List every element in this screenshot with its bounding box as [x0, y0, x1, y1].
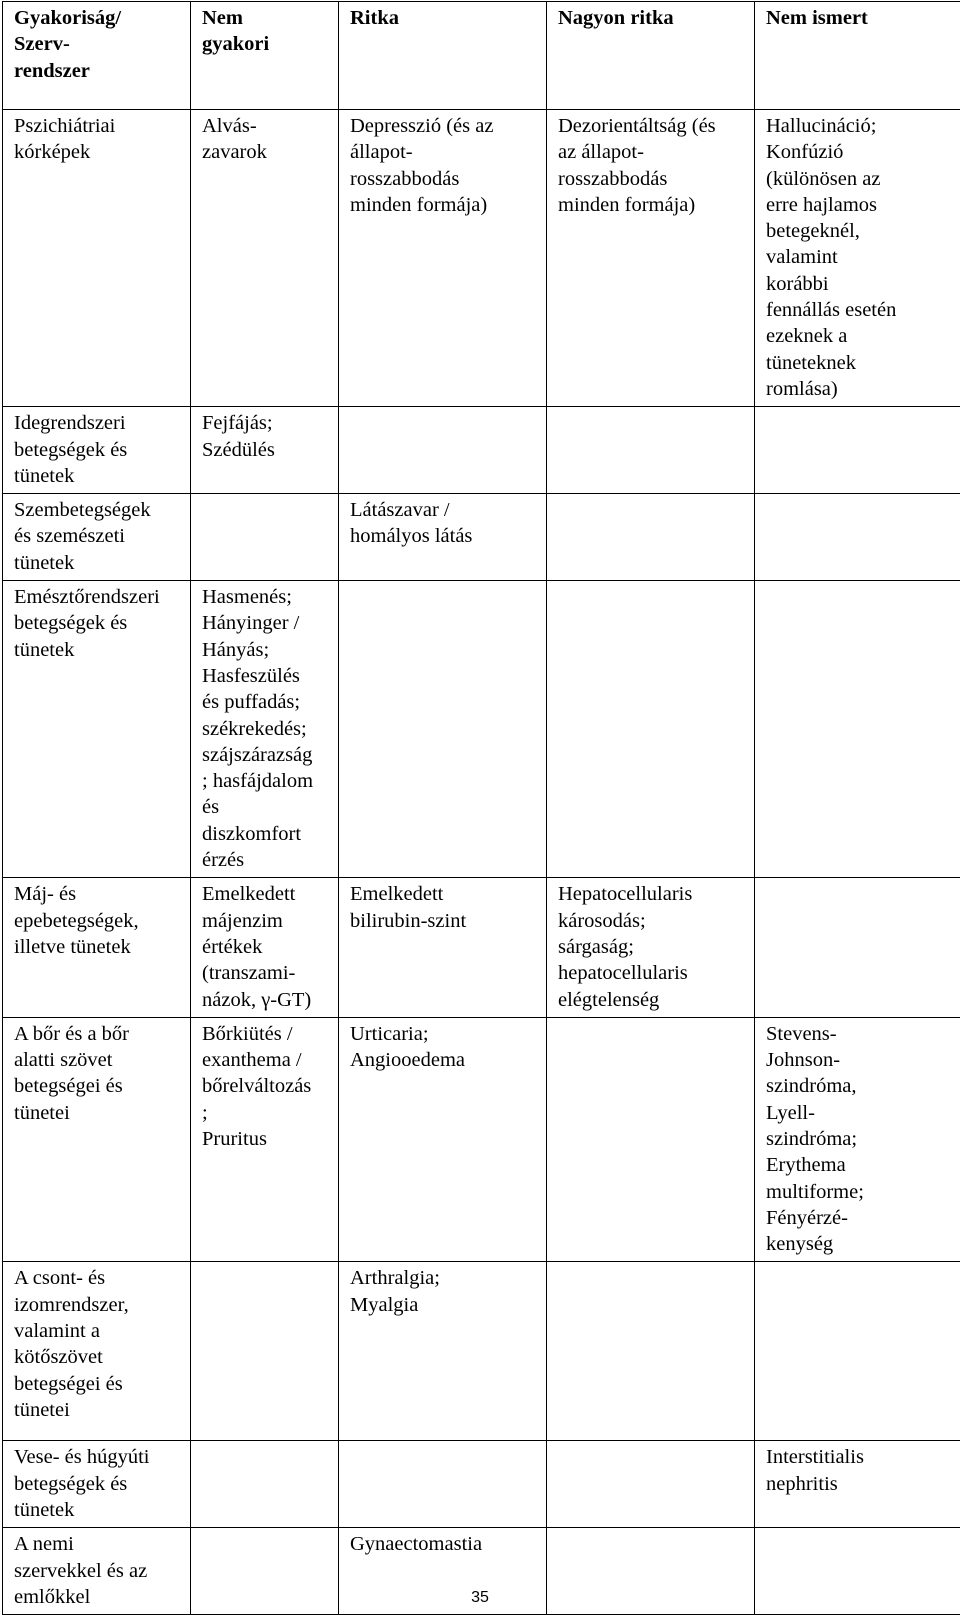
- cell-line: Hasmenés;: [202, 584, 330, 610]
- header-cell-organ-system: Gyakoriság/ Szerv- rendszer: [3, 2, 191, 110]
- cell-line: hepatocellularis: [558, 960, 746, 986]
- cell-line: tünetek: [14, 1497, 182, 1523]
- cell-line: korábbi: [766, 271, 952, 297]
- cell-line: tünetei: [14, 1397, 182, 1423]
- cell-line: Szembetegségek: [14, 497, 182, 523]
- cell-line: Hányinger /: [202, 610, 330, 636]
- cell-line: Hasfeszülés: [202, 663, 330, 689]
- table-body: [3, 110, 960, 1615]
- table-cell: [191, 494, 339, 581]
- cell-line: Urticaria;: [350, 1021, 538, 1047]
- organ-system-cell: [3, 494, 191, 581]
- cell-line: Szédülés: [202, 437, 330, 463]
- table-row: [3, 110, 960, 407]
- cell-line: Stevens-: [766, 1021, 952, 1047]
- cell-line: kötőszövet: [14, 1344, 182, 1370]
- cell-line: tüneteknek: [766, 350, 952, 376]
- cell-line: Konfúzió: [766, 139, 952, 165]
- cell-line: Fényérzé-: [766, 1205, 952, 1231]
- header-cell-uncommon: Nem gyakori: [191, 2, 339, 110]
- cell-line: Erythema: [766, 1152, 952, 1178]
- cell-line: Gynaectomastia: [350, 1531, 538, 1557]
- organ-system-cell: [3, 110, 191, 407]
- cell-line: minden formája): [350, 192, 538, 218]
- organ-system-cell: [3, 1017, 191, 1262]
- cell-line: az állapot-: [558, 139, 746, 165]
- adverse-effects-table: [2, 1, 960, 1615]
- cell-line: emlőkkel: [14, 1584, 182, 1610]
- cell-line: értékek: [202, 934, 330, 960]
- cell-line: kenység: [766, 1231, 952, 1257]
- table-row: [3, 878, 960, 1017]
- cell-line: multiforme;: [766, 1179, 952, 1205]
- cell-line: májenzim: [202, 908, 330, 934]
- cell-line: zavarok: [202, 139, 330, 165]
- cell-line: Bőrkiütés /: [202, 1021, 330, 1047]
- table-cell: [755, 110, 960, 407]
- cell-line: diszkomfort: [202, 821, 330, 847]
- header-cell-unknown: Nem ismert: [755, 2, 960, 110]
- cell-line: romlása): [766, 376, 952, 402]
- cell-line: Angiooedema: [350, 1047, 538, 1073]
- cell-line: betegségek és: [14, 610, 182, 636]
- cell-line: sárgaság;: [558, 934, 746, 960]
- header-cell-rare: Ritka: [339, 2, 547, 110]
- cell-line: exanthema /: [202, 1047, 330, 1073]
- cell-line: nephritis: [766, 1471, 952, 1497]
- organ-system-cell: [3, 407, 191, 494]
- cell-line: kórképek: [14, 139, 182, 165]
- cell-line: Arthralgia;: [350, 1265, 538, 1291]
- cell-line: ;: [202, 1100, 330, 1126]
- table-cell: [339, 407, 547, 494]
- cell-line: betegségek és: [14, 437, 182, 463]
- cell-line: rosszabbodás: [350, 166, 538, 192]
- cell-line: (transzami-: [202, 960, 330, 986]
- table-cell: [339, 1262, 547, 1441]
- cell-line: názok, γ-GT): [202, 987, 330, 1013]
- table-cell: [191, 110, 339, 407]
- table-cell: [191, 1017, 339, 1262]
- cell-line: Hepatocellularis: [558, 881, 746, 907]
- cell-line: Emelkedett: [350, 881, 538, 907]
- table-cell: [547, 581, 755, 878]
- cell-line: Interstitialis: [766, 1444, 952, 1470]
- cell-line: izomrendszer,: [14, 1292, 182, 1318]
- cell-line: valamint a: [14, 1318, 182, 1344]
- table-cell: [755, 1262, 960, 1441]
- cell-line: Alvás-: [202, 113, 330, 139]
- cell-line: és: [202, 794, 330, 820]
- cell-line: fennállás esetén: [766, 297, 952, 323]
- cell-line: Idegrendszeri: [14, 410, 182, 436]
- table-cell: [191, 1441, 339, 1528]
- table-cell: [191, 407, 339, 494]
- cell-line: szájszárazság: [202, 742, 330, 768]
- cell-line: szindróma;: [766, 1126, 952, 1152]
- cell-line: homályos látás: [350, 523, 538, 549]
- cell-line: Máj- és: [14, 881, 182, 907]
- table-row: [3, 1441, 960, 1528]
- cell-line: Fejfájás;: [202, 410, 330, 436]
- cell-line: ; hasfájdalom: [202, 768, 330, 794]
- cell-line: betegségei és: [14, 1073, 182, 1099]
- cell-line: alatti szövet: [14, 1047, 182, 1073]
- table-cell: [547, 878, 755, 1017]
- table-cell: [755, 407, 960, 494]
- cell-line: és szemészeti: [14, 523, 182, 549]
- cell-line: Dezorientáltság (és: [558, 113, 746, 139]
- organ-system-cell: [3, 878, 191, 1017]
- cell-line: állapot-: [350, 139, 538, 165]
- cell-line: ezeknek a: [766, 323, 952, 349]
- cell-line: erre hajlamos: [766, 192, 952, 218]
- cell-line: Pruritus: [202, 1126, 330, 1152]
- cell-line: tünetei: [14, 1100, 182, 1126]
- cell-line: tünetek: [14, 637, 182, 663]
- header-cell-very-rare: Nagyon ritka: [547, 2, 755, 110]
- table-row: [3, 494, 960, 581]
- page-number: 35: [0, 1589, 960, 1607]
- table-row: [3, 581, 960, 878]
- cell-line: Myalgia: [350, 1292, 538, 1318]
- table-cell: [547, 1441, 755, 1528]
- cell-line: epebetegségek,: [14, 908, 182, 934]
- table-cell: [339, 110, 547, 407]
- organ-system-cell: [3, 1441, 191, 1528]
- cell-line: Vese- és húgyúti: [14, 1444, 182, 1470]
- table-row: [3, 1262, 960, 1441]
- table-cell: [191, 581, 339, 878]
- cell-line: A bőr és a bőr: [14, 1021, 182, 1047]
- table-cell: [755, 1441, 960, 1528]
- table-row: [3, 407, 960, 494]
- cell-line: Látászavar /: [350, 497, 538, 523]
- cell-line: A csont- és: [14, 1265, 182, 1291]
- cell-line: rosszabbodás: [558, 166, 746, 192]
- cell-line: bilirubin-szint: [350, 908, 538, 934]
- cell-line: Emésztőrendszeri: [14, 584, 182, 610]
- organ-system-cell: [3, 1262, 191, 1441]
- table-cell: [547, 407, 755, 494]
- cell-line: székrekedés;: [202, 716, 330, 742]
- cell-line: Depresszió (és az: [350, 113, 538, 139]
- table-cell: [339, 494, 547, 581]
- table-cell: [755, 878, 960, 1017]
- cell-line: betegségei és: [14, 1371, 182, 1397]
- table-cell: [339, 878, 547, 1017]
- table-cell: [339, 581, 547, 878]
- table-cell: [547, 110, 755, 407]
- cell-line: valamint: [766, 244, 952, 270]
- table-cell: [191, 1262, 339, 1441]
- cell-line: Hallucináció;: [766, 113, 952, 139]
- cell-line: érzés: [202, 847, 330, 873]
- organ-system-cell: [3, 581, 191, 878]
- cell-line: minden formája): [558, 192, 746, 218]
- cell-line: Hányás;: [202, 637, 330, 663]
- cell-line: és puffadás;: [202, 689, 330, 715]
- cell-line: Lyell-: [766, 1100, 952, 1126]
- cell-line: (különösen az: [766, 166, 952, 192]
- table-cell: [547, 494, 755, 581]
- table-cell: [339, 1017, 547, 1262]
- cell-line: tünetek: [14, 550, 182, 576]
- cell-line: elégtelenség: [558, 987, 746, 1013]
- cell-line: betegeknél,: [766, 218, 952, 244]
- table-cell: [547, 1262, 755, 1441]
- cell-line: szervekkel és az: [14, 1558, 182, 1584]
- cell-line: szindróma,: [766, 1073, 952, 1099]
- cell-line: betegségek és: [14, 1471, 182, 1497]
- table-cell: [547, 1017, 755, 1262]
- cell-line: Johnson-: [766, 1047, 952, 1073]
- cell-line: károsodás;: [558, 908, 746, 934]
- table-cell: [755, 1017, 960, 1262]
- cell-line: A nemi: [14, 1531, 182, 1557]
- cell-line: Pszichiátriai: [14, 113, 182, 139]
- header-row: [3, 2, 960, 110]
- cell-line: Emelkedett: [202, 881, 330, 907]
- cell-line: bőrelváltozás: [202, 1073, 330, 1099]
- table-cell: [755, 494, 960, 581]
- table-row: [3, 1017, 960, 1262]
- table-cell: [755, 581, 960, 878]
- cell-line: tünetek: [14, 463, 182, 489]
- cell-line: illetve tünetek: [14, 934, 182, 960]
- table-cell: [191, 878, 339, 1017]
- table-cell: [339, 1441, 547, 1528]
